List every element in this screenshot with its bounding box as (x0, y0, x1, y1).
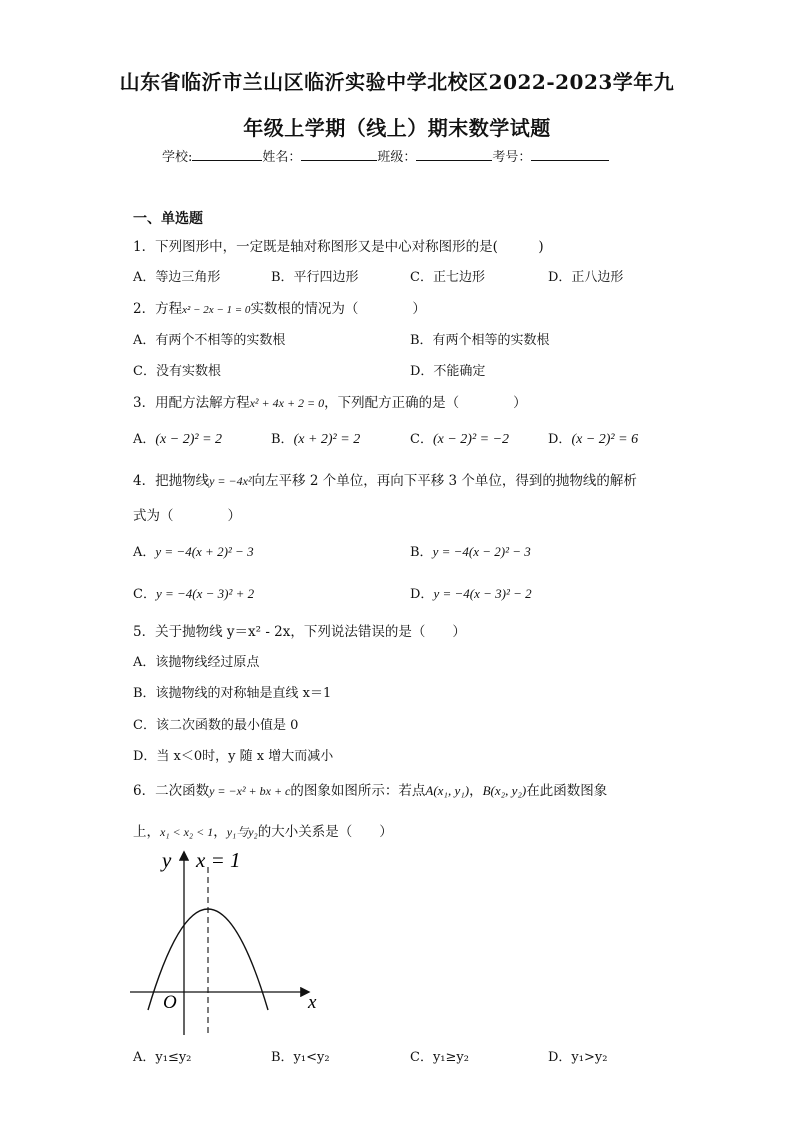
q6-option-d[interactable]: D．y₁>y₂ (548, 1050, 608, 1065)
id-blank[interactable] (531, 147, 609, 161)
q5-option-a[interactable]: A．该抛物线经过原点 (133, 655, 260, 670)
x-axis-label: x (308, 992, 317, 1013)
q2-option-a[interactable]: A．有两个不相等的实数根 (133, 333, 286, 348)
q5-option-c[interactable]: C．该二次函数的最小值是 0 (133, 718, 299, 733)
student-info-row (162, 146, 609, 165)
q4-option-a[interactable]: A．y = −4(x + 2)² − 3 (133, 544, 254, 560)
q6-option-a[interactable]: A．y₁≤y₂ (133, 1050, 192, 1065)
q4-option-c[interactable]: C．y = −4(x − 3)² + 2 (133, 586, 255, 602)
q3-option-a[interactable]: A．(x − 2)² = 2 (133, 432, 223, 447)
school-label: 学校: (162, 150, 193, 165)
q6-option-b[interactable]: B．y₁<y₂ (271, 1050, 330, 1065)
question-3-stem (133, 391, 527, 411)
q1-option-c[interactable]: C．正七边形 (410, 270, 485, 285)
symmetry-axis-label: x = 1 (196, 848, 241, 872)
q2-prefix: 2．方程 (133, 301, 183, 317)
q3-equation: x² + 4x + 2 = 0 (249, 396, 325, 410)
exam-title-line2: 年级上学期（线上）期末数学试题 (243, 116, 551, 140)
q2-suffix: 实数根的情况为（ ） (250, 301, 426, 317)
name-label: 姓名： (262, 150, 302, 165)
question-1-stem: 1．下列图形中，一定既是轴对称图形又是中心对称图形的是( ) (133, 239, 544, 255)
question-6-stem: 6．二次函数y = −x² + bx + c的图象如图所示：若点A(x₁, y₁)，B(x₂, y₂)在此函数图象 (133, 783, 608, 799)
name-blank[interactable] (301, 147, 377, 161)
exam-title-line1: 山东省临沂市兰山区临沂实验中学北校区2022-2023学年九 (119, 70, 675, 94)
class-label: 班级： (377, 150, 417, 165)
q4-suffix: 向左平移 2 个单位，再向下平移 3 个单位，得到的抛物线的解析 (251, 473, 637, 489)
q3-suffix: ，下列配方正确的是（ ） (324, 395, 527, 411)
origin-label: O (163, 992, 177, 1013)
q5-option-d[interactable]: D．当 x＜0时，y 随 x 增大而减小 (133, 749, 334, 764)
q6-option-c[interactable]: C．y₁≥y₂ (410, 1050, 469, 1065)
q2-option-c[interactable]: C．没有实数根 (133, 364, 221, 379)
parabola-graph (130, 845, 340, 1040)
question-4-stem (133, 469, 637, 489)
q2-option-d[interactable]: D．不能确定 (410, 364, 486, 379)
q1-option-a[interactable]: A．等边三角形 (133, 270, 221, 285)
q4-option-d[interactable]: D．y = −4(x − 3)² − 2 (410, 586, 532, 602)
q3-prefix: 3．用配方法解方程 (133, 395, 250, 411)
q2-option-b[interactable]: B．有两个相等的实数根 (410, 333, 550, 348)
q3-option-d[interactable]: D．(x − 2)² = 6 (548, 432, 639, 447)
question-5-stem: 5．关于抛物线 y＝x² - 2x，下列说法错误的是（ ） (133, 624, 466, 640)
q2-equation: x² − 2x − 1 = 0 (182, 304, 251, 316)
question-2-stem (133, 297, 426, 317)
y-axis-label: y (162, 848, 172, 872)
school-blank[interactable] (192, 147, 262, 161)
q1-option-d[interactable]: D．正八边形 (548, 270, 624, 285)
q4-prefix: 4．把抛物线 (133, 473, 210, 489)
class-blank[interactable] (416, 147, 492, 161)
section-heading: 一、单选题 (133, 211, 203, 227)
q4-equation: y = −4x² (209, 474, 252, 488)
q4-option-b[interactable]: B．y = −4(x − 2)² − 3 (410, 544, 531, 560)
question-4-stem-line2: 式为（ ） (133, 508, 241, 524)
question-6-stem-line2: 上，x₁ < x₂ < 1，y₁与y₂的大小关系是（ ） (133, 824, 393, 840)
q1-option-b[interactable]: B．平行四边形 (271, 270, 359, 285)
id-label: 考号： (492, 150, 532, 165)
q5-option-b[interactable]: B．该抛物线的对称轴是直线 x＝1 (133, 686, 332, 701)
q3-option-b[interactable]: B．(x + 2)² = 2 (271, 432, 361, 447)
q3-option-c[interactable]: C．(x − 2)² = −2 (410, 432, 510, 447)
